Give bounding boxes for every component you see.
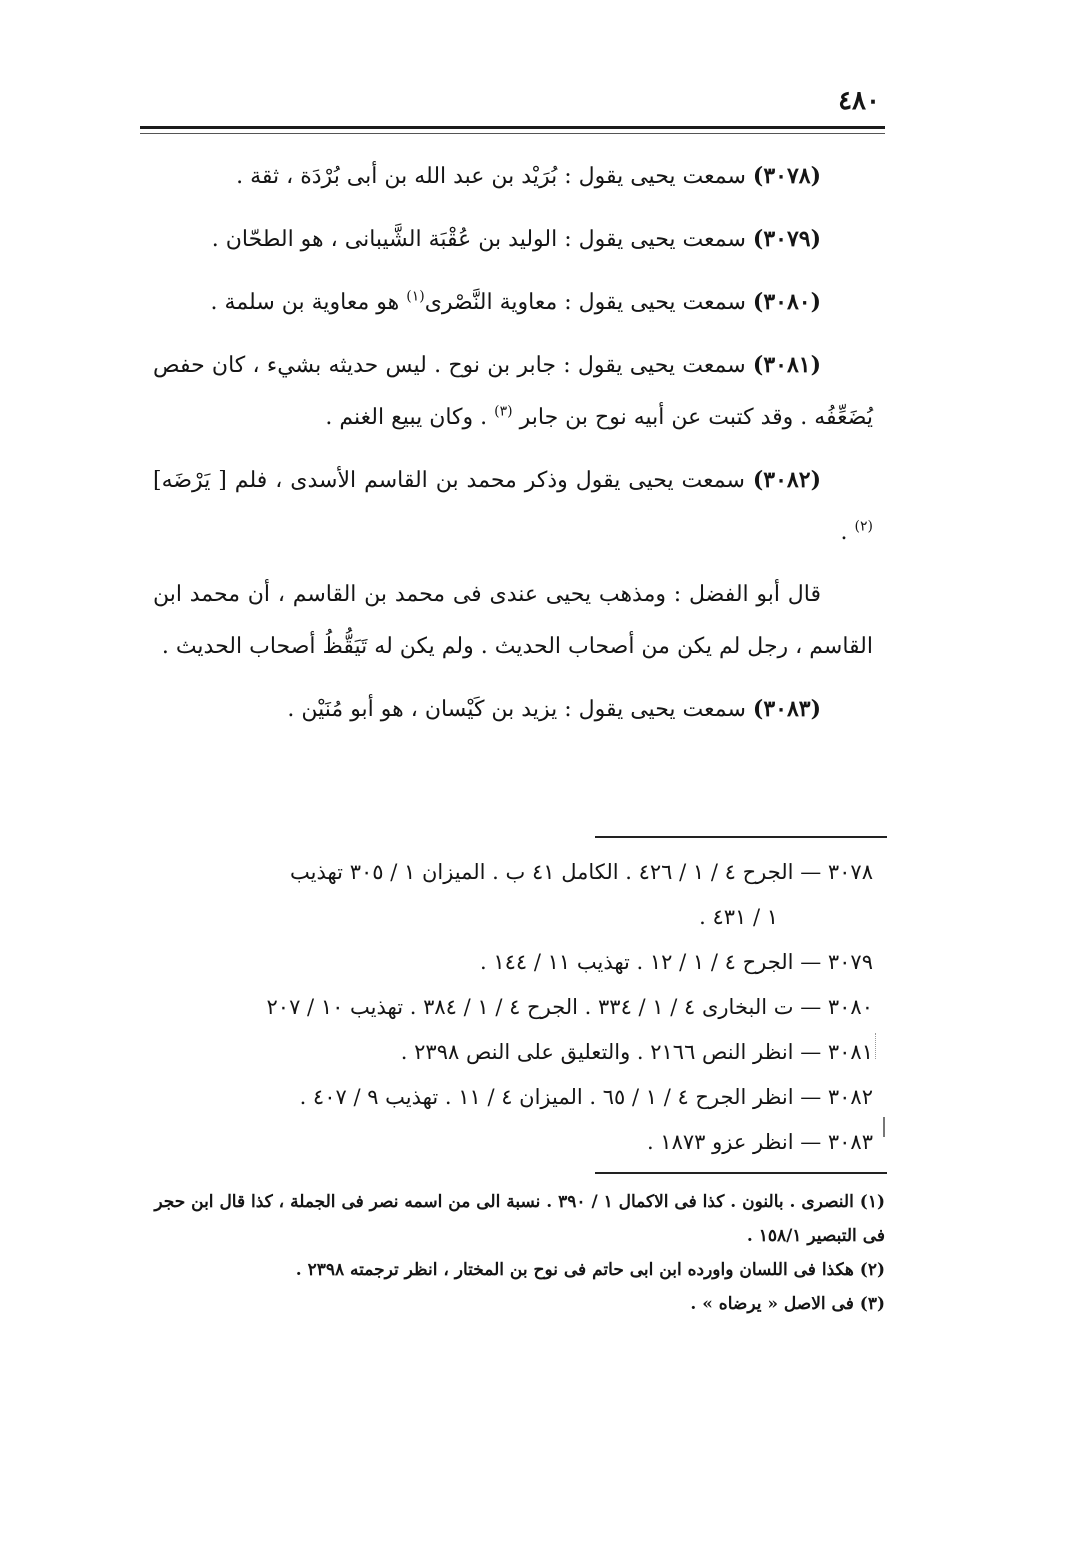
header-rule: [140, 126, 885, 129]
commentary-abu-al-fadl: [153, 569, 873, 673]
reference-3082: ٣٠٨٢ — انظر الجرح ٤ / ١ / ٦٥ . الميزان ٤ / ١١ . تهذيب ٩ / ٤٠٧ .: [299, 1085, 873, 1109]
reference-3079: ٣٠٧٩ — الجرح ٤ / ١ / ١٢ . تهذيب ١١ / ١٤٤ .: [479, 950, 873, 974]
entry-3081: [153, 339, 873, 444]
entry-number: (٣٠٨١): [752, 352, 821, 378]
entry-text-cont: .: [840, 520, 848, 545]
entry-3082: [153, 454, 873, 559]
entry-text: سمعت يحيى يقول : جابر بن نوح . ليس حديثه بشيء ، كان حفص يُضَعِّفُه . وقد كتبت عن أبيه نوح بن جابر: [153, 353, 873, 430]
footnote-2: (٢) هكذا فى اللسان واورده ابن ابى حاتم فى نوح بن المختار ، انظر ترجمته ٢٣٩٨ .: [295, 1260, 885, 1280]
reference-3083: ٣٠٨٣ — انظر عزو ١٨٧٣ .: [646, 1130, 873, 1154]
page-number: ٤٨٠: [838, 86, 880, 116]
entry-text: سمعت يحيى يقول وذكر محمد بن القاسم الأسدى ، فلم [ يَرْضَه]: [153, 468, 745, 493]
entry-3079: [153, 213, 873, 266]
entry-number: (٣٠٨٠): [752, 289, 821, 315]
entry-text: سمعت يحيى يقول : الوليد بن عُقْبَة الشَّيبانى ، هو الطحّان .: [211, 227, 746, 252]
reference-3080: ٣٠٨٠ — ت البخارى ٤ / ١ / ٣٣٤ . الجرح ٤ / ١ / ٣٨٤ . تهذيب ١٠ / ٢٠٧: [266, 995, 873, 1019]
references-rule: [595, 836, 887, 838]
commentary-text: قال أبو الفضل : ومذهب يحيى عندى فى محمد بن القاسم ، أن محمد ابن القاسم ، رجل لم يكن من أصحاب الحديث . ولم يكن له تَيَقُّظُ أصحاب الحديث .: [153, 582, 873, 659]
scan-speck: [875, 1033, 882, 1059]
footnote-marker: (٣): [494, 403, 513, 420]
scan-speck: [883, 1117, 885, 1137]
entry-number: (٣٠٧٨): [752, 163, 821, 189]
entry-text-cont: هو معاوية بن سلمة .: [210, 290, 400, 315]
footnote-3: (٣) فى الاصل « يرضاه » .: [690, 1294, 885, 1314]
entry-text-cont: . وكان يبيع الغنم .: [325, 405, 488, 430]
references-list: [143, 850, 873, 1165]
entry-number: (٣٠٨٣): [752, 696, 821, 722]
entry-3080: [153, 276, 873, 329]
footnotes-rule: [595, 1172, 887, 1174]
entry-3078: [153, 150, 873, 203]
entry-number: (٣٠٧٩): [752, 226, 821, 252]
entry-number: (٣٠٨٢): [752, 467, 821, 493]
footnotes: [140, 1185, 885, 1321]
main-text: [153, 150, 873, 746]
entry-text: سمعت يحيى يقول : يزيد بن كَيْسان ، هو أبو مُنَيْن .: [287, 697, 746, 722]
entry-text: سمعت يحيى يقول : بُرَيْد بن عبد الله بن أبى بُرْدَة ، ثقة .: [236, 164, 746, 189]
header-rule-thin: [140, 133, 885, 134]
reference-3078-cont: ١ / ٤٣١ .: [699, 905, 778, 929]
footnote-marker: (١): [406, 288, 425, 305]
footnote-marker: (٢): [854, 518, 873, 535]
reference-3081: ٣٠٨١ — انظر النص ٢١٦٦ . والتعليق على النص ٢٣٩٨ .: [400, 1040, 873, 1064]
reference-3078: ٣٠٧٨ — الجرح ٤ / ١ / ٤٢٦ . الكامل ٤١ ب . الميزان ١ / ٣٠٥ تهذيب: [290, 860, 873, 884]
entry-text: سمعت يحيى يقول : معاوية النَّصْرى: [424, 290, 746, 315]
entry-3083: [153, 683, 873, 736]
footnote-1: (١) النصرى . بالنون . كذا فى الاكمال ١ / ٣٩٠ . نسبة الى من اسمه نصر فى الجملة ، كذا قال ابن حجر فى التبصير ١٥٨/١ .: [154, 1192, 885, 1246]
